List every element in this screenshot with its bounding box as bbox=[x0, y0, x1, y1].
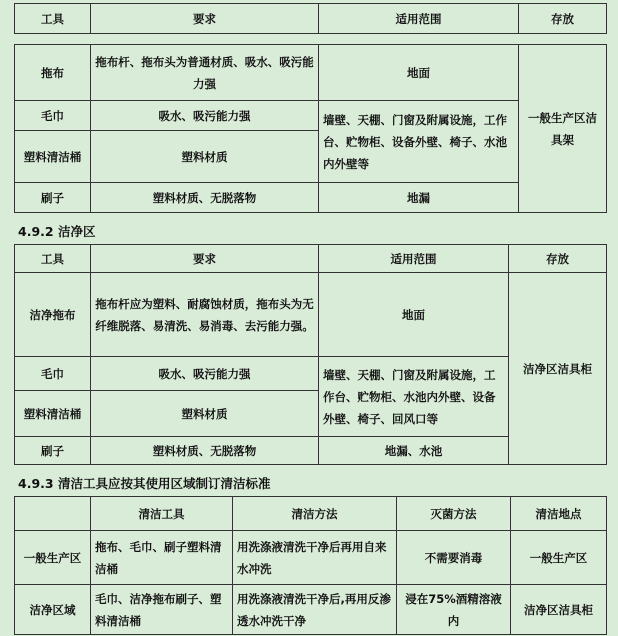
method-cell: 用洗涤液清洗干净后再用自来水冲洗 bbox=[233, 531, 397, 585]
header-cell: 适用范围 bbox=[319, 4, 519, 34]
place-cell: 洁净区洁具柜 bbox=[511, 585, 607, 635]
scope-cell: 地漏、水池 bbox=[319, 437, 509, 465]
requirement-cell: 吸水、吸污能力强 bbox=[91, 357, 319, 391]
scope-cell: 墙壁、天棚、门窗及附属设施，工作台、贮物柜、水池内外壁、设备外壁、椅子、回风口等 bbox=[319, 357, 509, 437]
area-cell: 洁净区域 bbox=[15, 585, 91, 635]
scope-cell: 地面 bbox=[319, 45, 519, 101]
header-cell: 清洁地点 bbox=[511, 497, 607, 531]
requirement-cell: 塑料材质 bbox=[91, 131, 319, 183]
tool-cell: 毛巾 bbox=[15, 357, 91, 391]
table1-body bbox=[14, 44, 607, 213]
storage-cell: 一般生产区洁具架 bbox=[519, 45, 607, 213]
tools-cell: 毛巾、洁净拖布刷子、塑料清洁桶 bbox=[91, 585, 233, 635]
requirement-cell: 塑料材质 bbox=[91, 391, 319, 437]
tool-cell: 刷子 bbox=[15, 437, 91, 465]
area-cell: 一般生产区 bbox=[15, 531, 91, 585]
header-cell: 灭菌方法 bbox=[397, 497, 511, 531]
requirement-cell: 拖布杆应为塑料、耐腐蚀材质，拖布头为无纤维脱落、易清洗、易消毒、去污能力强。 bbox=[91, 273, 319, 357]
method-cell: 用洗涤液清洗干净后,再用反渗透水冲洗干净 bbox=[233, 585, 397, 635]
header-cell bbox=[15, 497, 91, 531]
tools-cell: 拖布、毛巾、刷子塑料清洁桶 bbox=[91, 531, 233, 585]
header-cell: 要求 bbox=[91, 4, 319, 34]
header-cell: 存放 bbox=[519, 4, 607, 34]
requirement-cell: 吸水、吸污能力强 bbox=[91, 101, 319, 131]
scope-cell: 地漏 bbox=[319, 183, 519, 213]
header-cell: 工具 bbox=[15, 245, 91, 273]
table1-header bbox=[14, 3, 607, 34]
header-cell: 工具 bbox=[15, 4, 91, 34]
header-cell: 清洁工具 bbox=[91, 497, 233, 531]
scope-cell: 地面 bbox=[319, 273, 509, 357]
sterilize-cell: 不需要消毒 bbox=[397, 531, 511, 585]
table2 bbox=[14, 244, 607, 465]
tool-cell: 洁净拖布 bbox=[15, 273, 91, 357]
table3 bbox=[14, 496, 607, 635]
header-cell: 适用范围 bbox=[319, 245, 509, 273]
tool-cell: 塑料清洁桶 bbox=[15, 131, 91, 183]
header-cell: 清洁方法 bbox=[233, 497, 397, 531]
header-cell: 要求 bbox=[91, 245, 319, 273]
requirement-cell: 拖布杆、拖布头为普通材质、吸水、吸污能力强 bbox=[91, 45, 319, 101]
place-cell: 一般生产区 bbox=[511, 531, 607, 585]
storage-cell: 洁净区洁具柜 bbox=[509, 273, 607, 465]
tool-cell: 拖布 bbox=[15, 45, 91, 101]
requirement-cell: 塑料材质、无脱落物 bbox=[91, 437, 319, 465]
sterilize-cell: 浸在75%酒精溶液内 bbox=[397, 585, 511, 635]
tool-cell: 毛巾 bbox=[15, 101, 91, 131]
requirement-cell: 塑料材质、无脱落物 bbox=[91, 183, 319, 213]
section-heading: 4.9.3 清洁工具应按其使用区域制订清洁标准 bbox=[18, 476, 271, 491]
tool-cell: 塑料清洁桶 bbox=[15, 391, 91, 437]
section-heading: 4.9.2 洁净区 bbox=[18, 224, 96, 239]
header-cell: 存放 bbox=[509, 245, 607, 273]
scope-cell: 墙壁、天棚、门窗及附属设施，工作台、贮物柜、设备外壁、椅子、水池内外壁等 bbox=[319, 101, 519, 183]
tool-cell: 刷子 bbox=[15, 183, 91, 213]
